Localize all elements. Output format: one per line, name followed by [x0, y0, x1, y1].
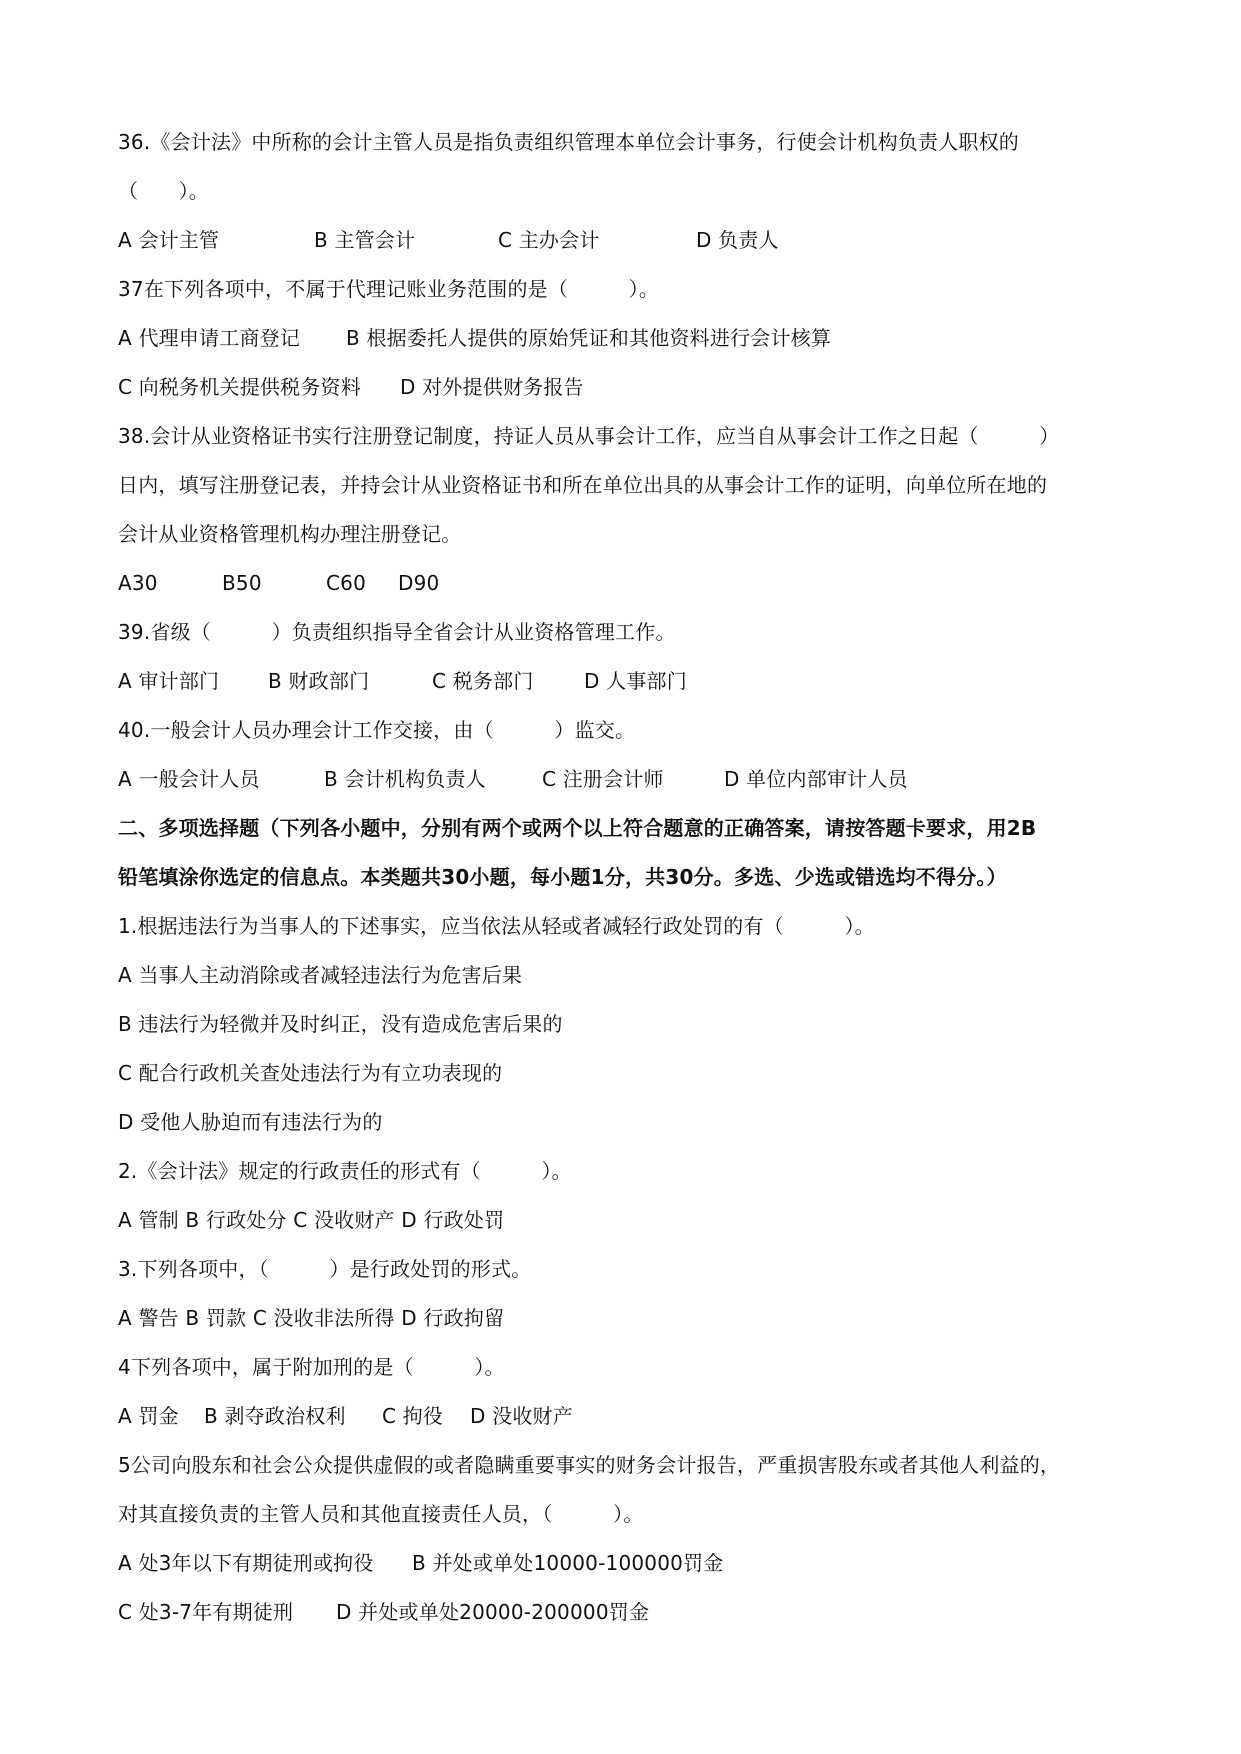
text-line: 4下列各项中，属于附加刑的是（ ）。	[118, 1355, 505, 1379]
text-line: 1.根据违法行为当事人的下述事实，应当依法从轻或者减轻行政处罚的有（ ）。	[118, 914, 875, 938]
text-line: D 受他人胁迫而有违法行为的	[118, 1110, 383, 1134]
answer-option: A 审计部门	[118, 669, 220, 693]
section-heading-line: 二、多项选择题（下列各小题中，分别有两个或两个以上符合题意的正确答案，请按答题卡要求，用2B	[118, 816, 1037, 840]
answer-option: C60	[326, 571, 367, 595]
answer-option: D 并处或单处20000-200000罚金	[336, 1600, 650, 1624]
text-line: B 违法行为轻微并及时纠正，没有造成危害后果的	[118, 1012, 563, 1036]
answer-option: B 会计机构负责人	[324, 767, 486, 791]
answer-options-line	[118, 363, 1138, 412]
answer-option: D 负责人	[696, 228, 779, 252]
answer-options-line	[118, 755, 1138, 804]
answer-options-line	[118, 216, 1138, 265]
answer-option: D90	[398, 571, 440, 595]
text-line: 3.下列各项中，（ ）是行政处罚的形式。	[118, 1257, 532, 1281]
answer-options-line	[118, 1392, 1138, 1441]
answer-option: A 会计主管	[118, 228, 220, 252]
text-line: A 警告 B 罚款 C 没收非法所得 D 行政拘留	[118, 1306, 505, 1330]
answer-options-line	[118, 657, 1138, 706]
answer-option: D 对外提供财务报告	[400, 375, 584, 399]
answer-option: B 剥夺政治权利	[204, 1404, 346, 1428]
text-line: 会计从业资格管理机构办理注册登记。	[118, 522, 462, 546]
answer-options-line	[118, 1588, 1138, 1637]
answer-option: A 处3年以下有期徒刑或拘役	[118, 1551, 374, 1575]
answer-options-line	[118, 314, 1138, 363]
text-line: A 管制 B 行政处分 C 没收财产 D 行政处罚	[118, 1208, 505, 1232]
answer-option: A 罚金	[118, 1404, 179, 1428]
answer-option: C 拘役	[382, 1404, 444, 1428]
text-line: C 配合行政机关查处违法行为有立功表现的	[118, 1061, 503, 1085]
text-line: 2.《会计法》规定的行政责任的形式有（ ）。	[118, 1159, 572, 1183]
answer-option: B50	[222, 571, 262, 595]
answer-option: D 人事部门	[584, 669, 687, 693]
answer-option: B 主管会计	[314, 228, 416, 252]
text-line: 40.一般会计人员办理会计工作交接，由（ ）监交。	[118, 718, 636, 742]
text-line: 39.省级（ ）负责组织指导全省会计从业资格管理工作。	[118, 620, 676, 644]
answer-options-line	[118, 1539, 1138, 1588]
answer-option: A 代理申请工商登记	[118, 326, 301, 350]
answer-option: B 根据委托人提供的原始凭证和其他资料进行会计核算	[346, 326, 832, 350]
text-line: 36.《会计法》中所称的会计主管人员是指负责组织管理本单位会计事务，行使会计机构负责人职权的	[118, 130, 1020, 154]
text-line: 5公司向股东和社会公众提供虚假的或者隐瞒重要事实的财务会计报告，严重损害股东或者其他人利益的，	[118, 1453, 1061, 1477]
text-line: 日内，填写注册登记表，并持会计从业资格证书和所在单位出具的从事会计工作的证明，向单位所在地的	[118, 473, 1048, 497]
answer-option: C 注册会计师	[542, 767, 664, 791]
answer-option: B 并处或单处10000-100000罚金	[412, 1551, 724, 1575]
text-line: A 当事人主动消除或者减轻违法行为危害后果	[118, 963, 523, 987]
answer-option: D 单位内部审计人员	[724, 767, 908, 791]
exam-questions	[118, 118, 1138, 1637]
answer-option: A 一般会计人员	[118, 767, 260, 791]
answer-option: C 主办会计	[498, 228, 600, 252]
text-line: 38.会计从业资格证书实行注册登记制度，持证人员从事会计工作，应当自从事会计工作之日起（ ）	[118, 424, 1060, 448]
answer-option: B 财政部门	[268, 669, 370, 693]
text-line: 对其直接负责的主管人员和其他直接责任人员，（ ）。	[118, 1502, 644, 1526]
text-line: （ ）。	[118, 179, 209, 203]
answer-options-line	[118, 559, 1138, 608]
answer-option: C 处3-7年有期徒刑	[118, 1600, 294, 1624]
answer-option: C 向税务机关提供税务资料	[118, 375, 361, 399]
text-line: 37在下列各项中，不属于代理记账业务范围的是（ ）。	[118, 277, 660, 301]
section-heading-line: 铅笔填涂你选定的信息点。本类题共30小题，每小题1分，共30分。多选、少选或错选均不得分。）	[118, 865, 1007, 889]
answer-option: D 没收财产	[470, 1404, 573, 1428]
answer-option: A30	[118, 571, 158, 595]
answer-option: C 税务部门	[432, 669, 534, 693]
